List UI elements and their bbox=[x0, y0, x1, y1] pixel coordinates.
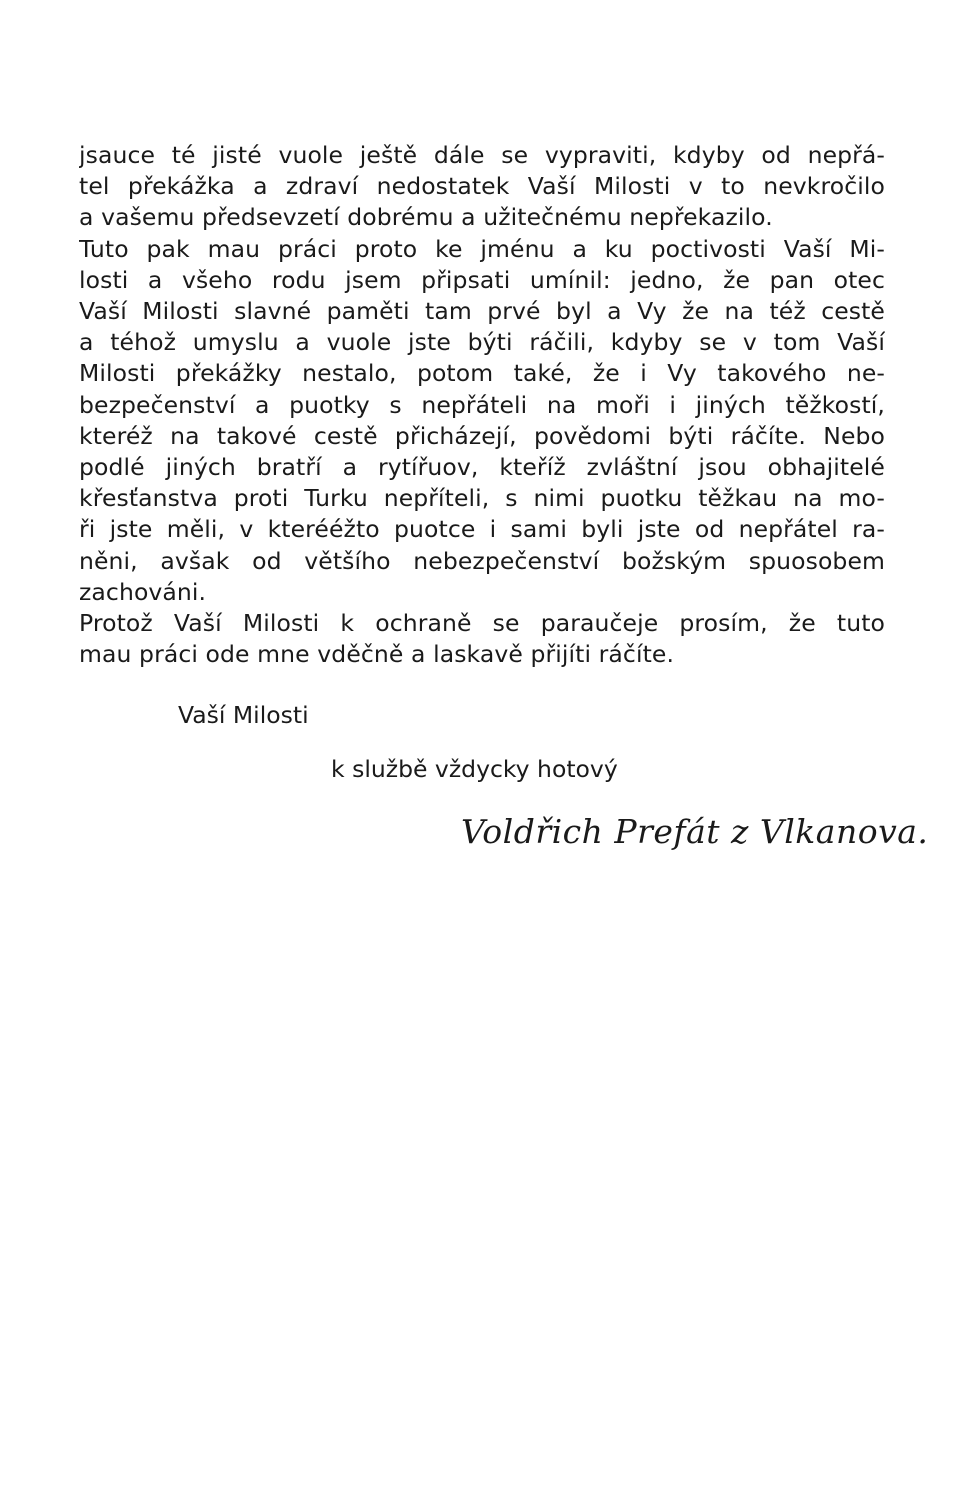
text-line: podlé jiných bratří a rytířuov, kteříž zvláštní jsou obhajitelé bbox=[79, 453, 885, 482]
text-line: něni, avšak od většího nebezpečenství božským spuosobem bbox=[79, 546, 885, 575]
text-line: kteréž na takové cestě přicházejí, povědomi býti ráčíte. Nebo bbox=[79, 421, 885, 450]
text-line: Protož Vaší Milosti k ochraně se paraučeje prosím, že tuto bbox=[79, 609, 885, 638]
text-line: mau práci ode mne vděčně a laskavě přijíti ráčíte. bbox=[79, 640, 675, 669]
closing-salutation: Vaší Milosti bbox=[178, 701, 309, 729]
text-line: a téhož umyslu a vuole jste býti ráčili, kdyby se v tom Vaší bbox=[79, 328, 885, 357]
paragraph-2 bbox=[79, 234, 885, 608]
closing-service: k službě vždycky hotový bbox=[331, 755, 618, 783]
text-line: Vaší Milosti slavné paměti tam prvé byl a Vy že na též cestě bbox=[79, 297, 885, 326]
paragraph-3 bbox=[79, 608, 885, 670]
signature: Voldřich Prefát z Vlkanova. bbox=[461, 812, 929, 851]
text-line: tel překážka a zdraví nedostatek Vaší Milosti v to nevkročilo bbox=[79, 172, 885, 201]
text-line: Milosti překážky nestalo, potom také, že i Vy takového ne- bbox=[79, 359, 885, 388]
text-line: a vašemu předsevzetí dobrému a užitečnému nepřekazilo. bbox=[79, 203, 773, 232]
text-line: křesťanstva proti Turku nepříteli, s nimi puotku těžkau na mo- bbox=[79, 484, 885, 513]
text-line: zachováni. bbox=[79, 577, 207, 606]
letter-body bbox=[79, 140, 885, 670]
paragraph-1 bbox=[79, 140, 885, 234]
text-line: losti a všeho rodu jsem připsati umínil: jedno, že pan otec bbox=[79, 265, 885, 294]
text-line: Tuto pak mau práci proto ke jménu a ku poctivosti Vaší Mi- bbox=[79, 234, 885, 263]
text-line: bezpečenství a puotky s nepřáteli na moři i jiných těžkostí, bbox=[79, 390, 885, 419]
text-line: ři jste měli, v kterééžto puotce i sami byli jste od nepřátel ra- bbox=[79, 515, 885, 544]
text-line: jsauce té jisté vuole ještě dále se vypraviti, kdyby od nepřá- bbox=[79, 141, 885, 169]
